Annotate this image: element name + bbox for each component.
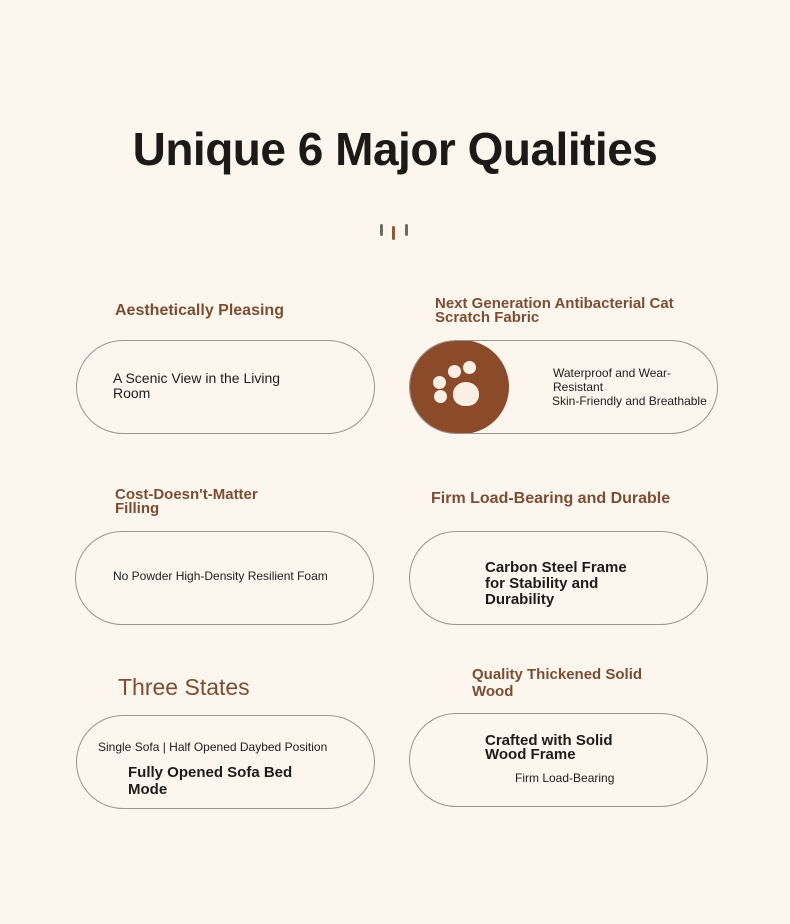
card-text: Skin-Friendly and Breathable	[552, 394, 707, 408]
card-heading-load-bearing: Firm Load-Bearing and Durable	[431, 490, 671, 507]
card-heading-three-states: Three States	[118, 674, 250, 700]
card-heading-fabric: Next Generation Antibacterial Cat Scratch Fabric	[435, 295, 674, 326]
card-filling	[75, 531, 374, 625]
card-text: A Scenic View in the Living Room	[113, 370, 281, 401]
card-text: Firm Load-Bearing	[515, 771, 615, 785]
card-heading-aesthetics: Aesthetically Pleasing	[115, 302, 284, 319]
card-fabric	[409, 340, 718, 434]
card-three-states	[76, 715, 375, 809]
card-heading-solid-wood: Quality Thickened Solid Wood	[472, 666, 643, 700]
card-text: Waterproof and Wear-Resistant	[553, 366, 672, 394]
card-load-bearing	[409, 531, 708, 625]
card-heading-filling: Cost-Doesn't-Matter Filling	[115, 486, 258, 517]
card-solid-wood	[409, 713, 708, 807]
card-text: No Powder High-Density Resilient Foam	[113, 569, 328, 583]
card-text: Single Sofa | Half Opened Daybed Position	[98, 740, 328, 754]
paw-icon	[409, 340, 509, 434]
card-text: Fully Opened Sofa Bed Mode	[128, 764, 293, 798]
divider-ornament	[380, 222, 410, 242]
card-text: Carbon Steel Frame for Stability and Durability	[485, 559, 627, 608]
card-text: Crafted with Solid Wood Frame	[485, 732, 613, 763]
page-title: Unique 6 Major Qualities	[132, 123, 658, 175]
card-aesthetics	[76, 340, 375, 434]
